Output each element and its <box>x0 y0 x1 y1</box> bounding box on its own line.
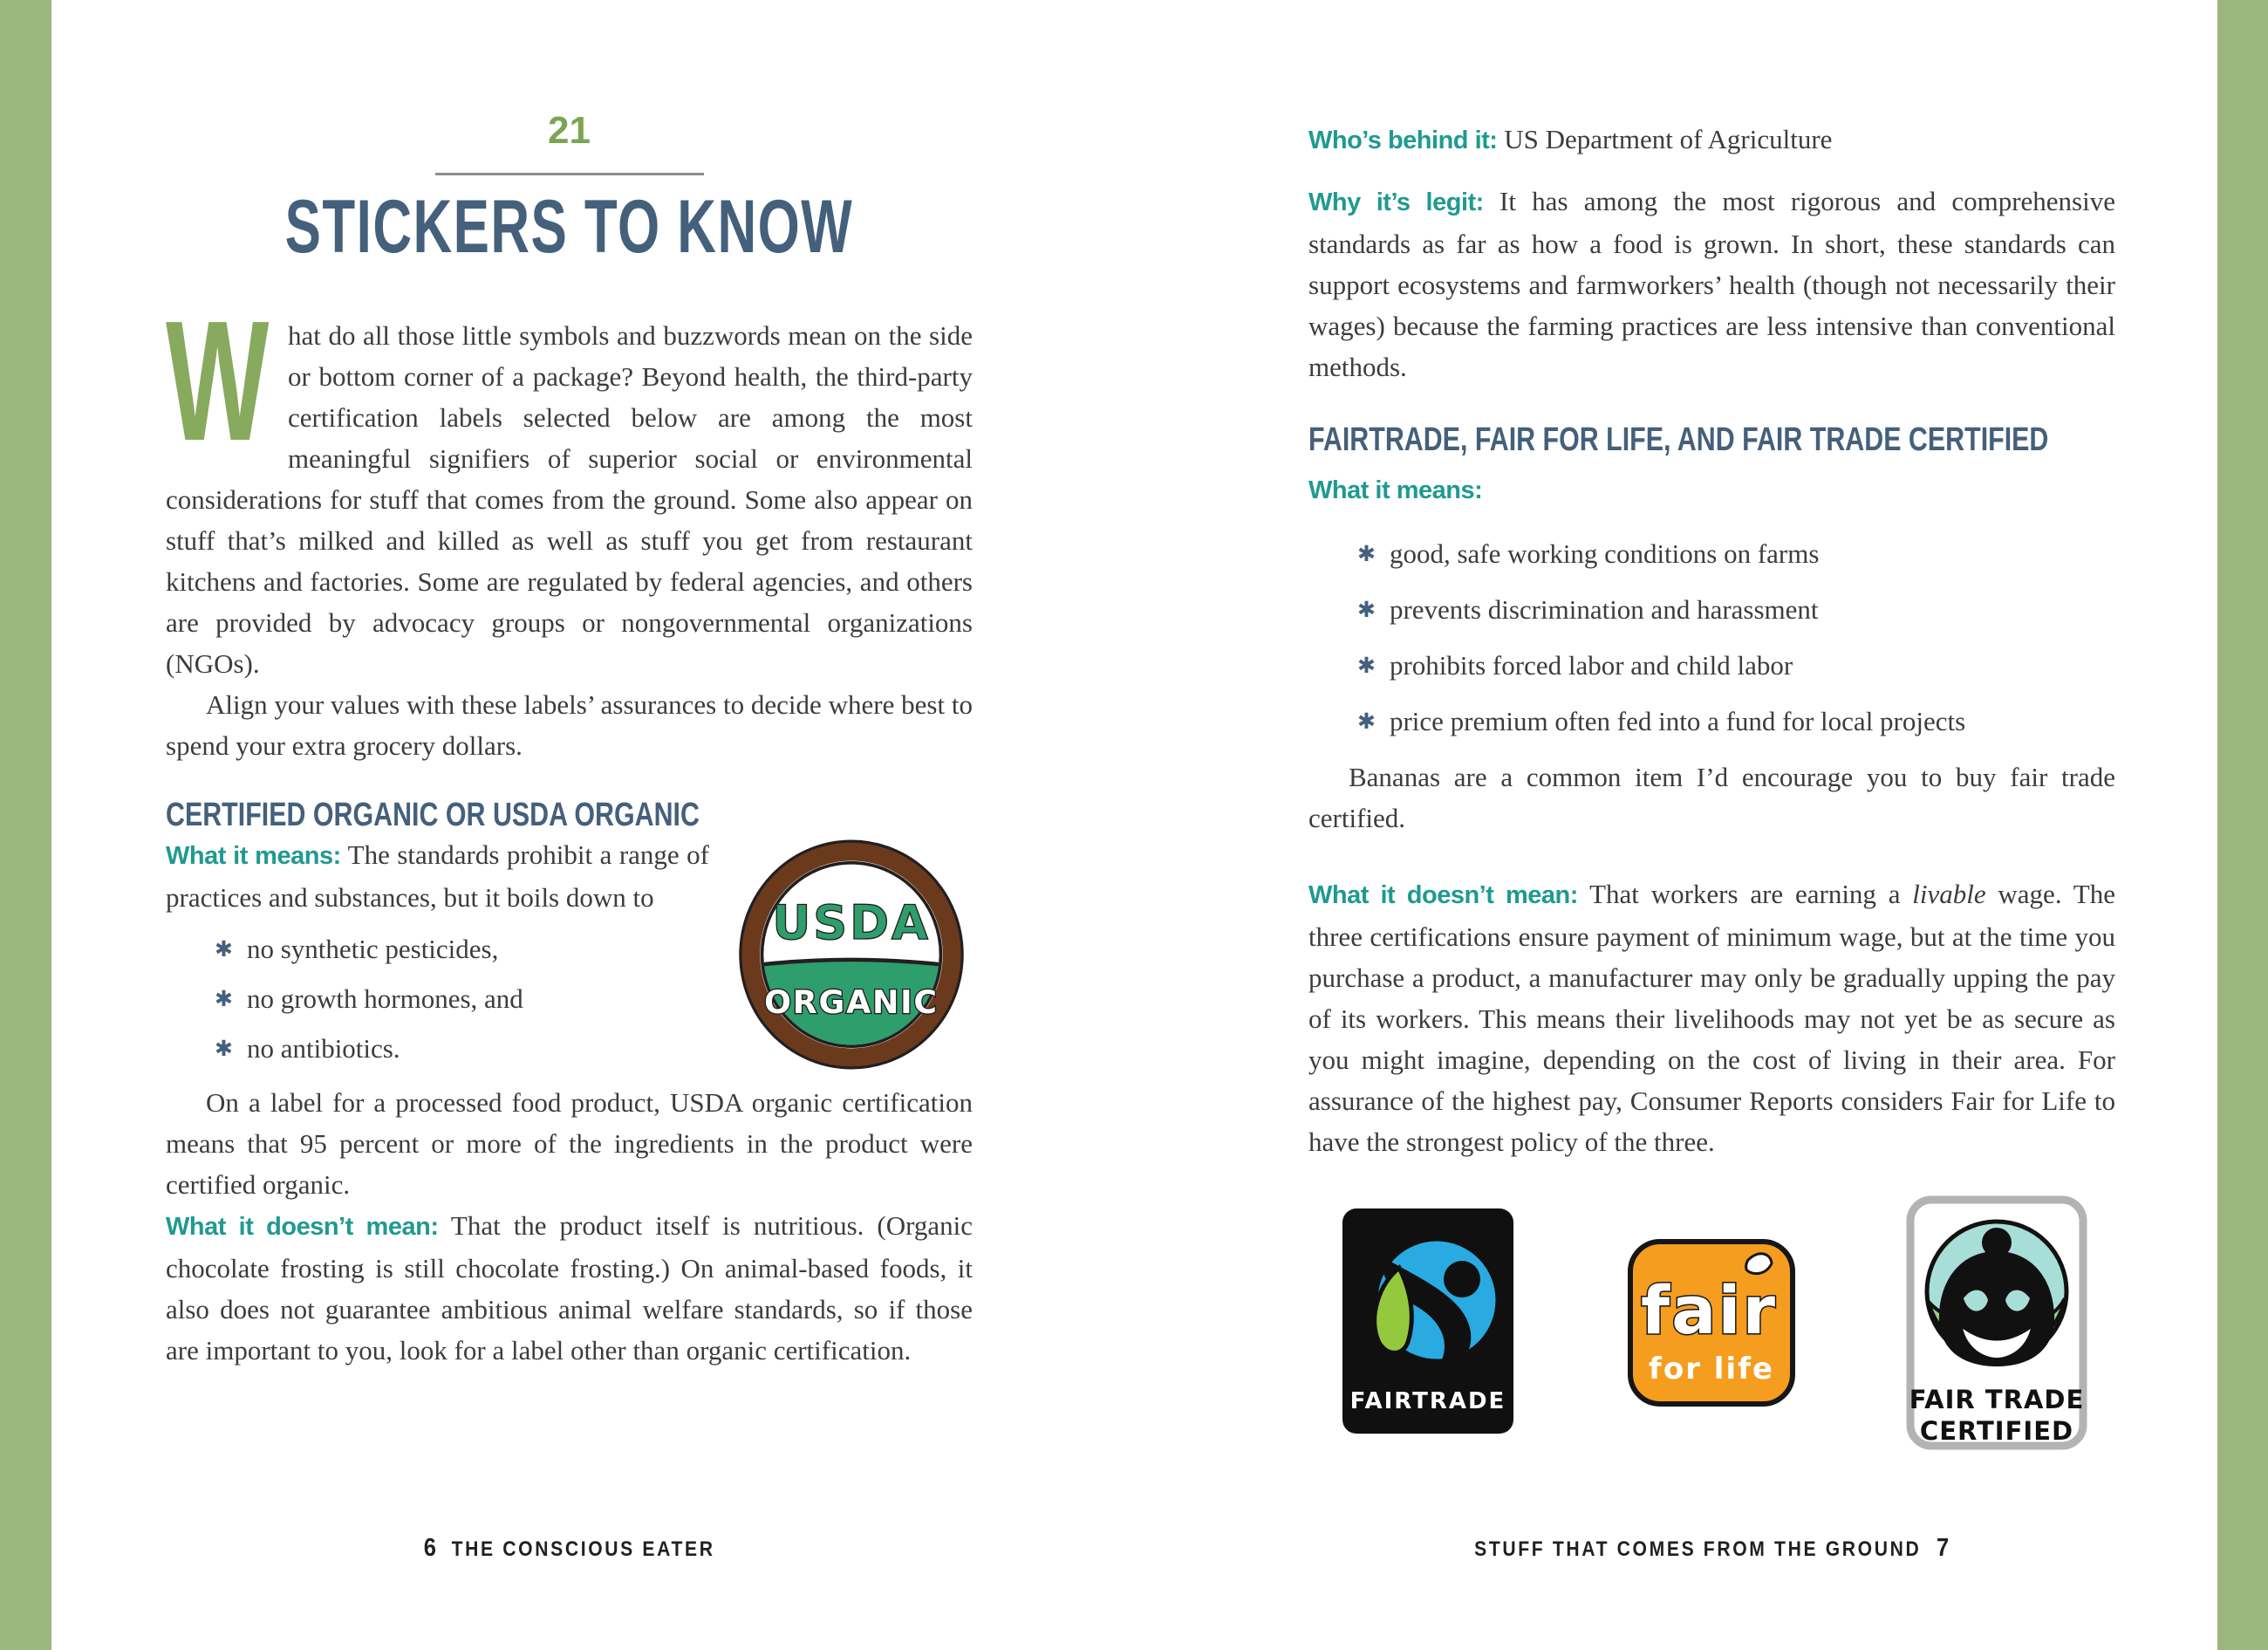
doesnt-text-italic: livable <box>1912 879 1986 909</box>
right-page-footer <box>1308 1534 2115 1563</box>
intro-text: hat do all those little symbols and buzzwords mean on the side or bottom corner of a package? Beyond health, the third-party certification labels selected below are among the most meaningful signifiers of superior social or environmental considerations for stuff that comes from the ground. Some also appear on stuff that’s milked and killed as well as stuff you get from restaurant kitchens and factories. Some are regulated by federal agencies, and others are provided by advocacy groups or nongovernmental organizations (NGOs). <box>166 320 973 679</box>
right-margin-bar <box>2217 0 2268 1650</box>
chapter-number: 21 <box>548 109 591 152</box>
what-it-doesnt-mean-label: What it doesn’t mean: <box>1308 881 1578 909</box>
intro-paragraph <box>166 285 973 684</box>
fair-trade-logo-text: FAIR TRADE <box>1909 1385 2085 1414</box>
certification-logos-row <box>1308 1194 2115 1452</box>
whos-behind-it-label: Who’s behind it: <box>1308 127 1498 154</box>
usda-logo-text: USDA <box>772 894 931 950</box>
bullet-text: no synthetic pesticides, <box>246 934 499 964</box>
page-number: 6 <box>423 1534 436 1562</box>
bullet-text: prevents discrimination and harassment <box>1389 594 1819 625</box>
whos-behind-it-text: US Department of Agriculture <box>1497 124 1833 154</box>
bullet-text: price premium often fed into a fund for local projects <box>1389 706 1966 736</box>
fair-trade-certified-logo <box>1904 1194 2089 1452</box>
asterisk-bullet-icon: ✱ <box>215 986 233 1011</box>
what-it-doesnt-mean-label: What it doesn’t mean: <box>166 1213 439 1241</box>
fairtrade-logo <box>1338 1202 1518 1443</box>
bullet-text: no antibiotics. <box>246 1033 400 1064</box>
bullet-text: no growth hormones, and <box>246 983 523 1014</box>
left-page-footer <box>166 1534 973 1563</box>
why-its-legit-text: It has among the most rigorous and comprehensive standards as far as how a food is grown. In short, these standards can support ecosystems and farmworkers’ health (though not necessarily their wages) because the farming practices are less intensive than conventional methods. <box>1308 186 2115 382</box>
whos-behind-it-paragraph <box>1308 0 2115 161</box>
asterisk-bullet-icon: ✱ <box>215 936 233 962</box>
usda-organic-logo <box>730 836 973 1073</box>
list-item <box>1357 533 2115 576</box>
bullet-text: prohibits forced labor and child labor <box>1389 650 1793 681</box>
fair-logo-text: fair <box>1640 1271 1777 1349</box>
why-its-legit-label: Why it’s legit: <box>1308 188 1484 216</box>
right-page <box>1308 0 2115 1562</box>
asterisk-bullet-icon: ✱ <box>215 1036 233 1061</box>
what-it-means-text: The standards prohibit a range of practices and substances, but it boils down to <box>166 839 709 913</box>
running-title: THE CONSCIOUS EATER <box>451 1537 715 1561</box>
for-life-logo-text: for life <box>1648 1352 1774 1386</box>
doesnt-text-before: That workers are earning a <box>1577 879 1913 909</box>
list-item <box>1357 645 2115 688</box>
dropcap-letter: W <box>166 285 270 476</box>
certified-logo-text: CERTIFIED <box>1919 1416 2074 1446</box>
what-it-doesnt-mean-text: That the product itself is nutritious. (Organic chocolate frosting is still chocolate frosting.) On animal-based foods, it also does not guarantee ambitious animal welfare standards, so if those are important to you, look for a label other than organic certification. <box>166 1210 973 1366</box>
what-it-doesnt-mean-paragraph <box>166 1205 973 1371</box>
doesnt-text-after: wage. The three certifications ensure payment of minimum wage, but at the time you purchase a product, a manufacturer may only be gradually upping the pay of its workers. This means their livelihoods may not yet be as secure as you might imagine, depending on the cost of living in their area. For assurance of the highest pay, Consumer Reports considers Fair for Life to have the strongest policy of the three. <box>1308 879 2115 1157</box>
intro-paragraph-2: Align your values with these labels’ assurances to decide where best to spend your extra grocery dollars. <box>166 689 973 761</box>
bananas-paragraph: Bananas are a common item I’d encourage you to buy fair trade certified. <box>1308 762 2115 833</box>
chapter-rule <box>435 173 704 175</box>
what-it-means-label: What it means: <box>166 842 341 870</box>
asterisk-bullet-icon: ✱ <box>1357 597 1376 622</box>
page-title: STICKERS TO KNOW <box>284 185 854 269</box>
asterisk-bullet-icon: ✱ <box>1357 653 1376 678</box>
page-number: 7 <box>1937 1534 1950 1562</box>
what-it-means-line <box>1308 473 2115 508</box>
list-item <box>1357 589 2115 632</box>
what-it-doesnt-mean-paragraph <box>1308 873 2115 1162</box>
list-item <box>1357 701 2115 743</box>
asterisk-bullet-icon: ✱ <box>1357 709 1376 734</box>
section-heading-organic: CERTIFIED ORGANIC OR USDA ORGANIC <box>166 797 700 833</box>
running-title: STUFF THAT COMES FROM THE GROUND <box>1474 1537 1922 1561</box>
what-it-means-label: What it means: <box>1308 476 1483 504</box>
section-heading-wrap <box>1308 421 2115 459</box>
fair-for-life-logo <box>1624 1236 1799 1410</box>
organic-95-percent-paragraph: On a label for a processed food product, USDA organic certification means that 95 percent or more of the ingredients in the product were certified organic. <box>166 1087 973 1200</box>
chapter-title-wrap <box>166 185 973 269</box>
bullet-text: good, safe working conditions on farms <box>1389 538 1820 569</box>
left-page <box>166 0 973 1562</box>
fairtrade-logo-text: FAIRTRADE <box>1349 1388 1506 1414</box>
why-its-legit-paragraph <box>1308 181 2115 387</box>
section-heading-fairtrade: FAIRTRADE, FAIR FOR LIFE, AND FAIR TRADE CERTIFIED <box>1308 421 2049 458</box>
section-heading-wrap <box>166 796 973 834</box>
asterisk-bullet-icon: ✱ <box>1357 541 1376 566</box>
left-margin-bar <box>0 0 51 1650</box>
usda-organic-text: ORGANIC <box>764 983 939 1022</box>
fairtrade-bullet-list <box>1308 533 2115 743</box>
organic-means-block <box>166 834 973 1071</box>
